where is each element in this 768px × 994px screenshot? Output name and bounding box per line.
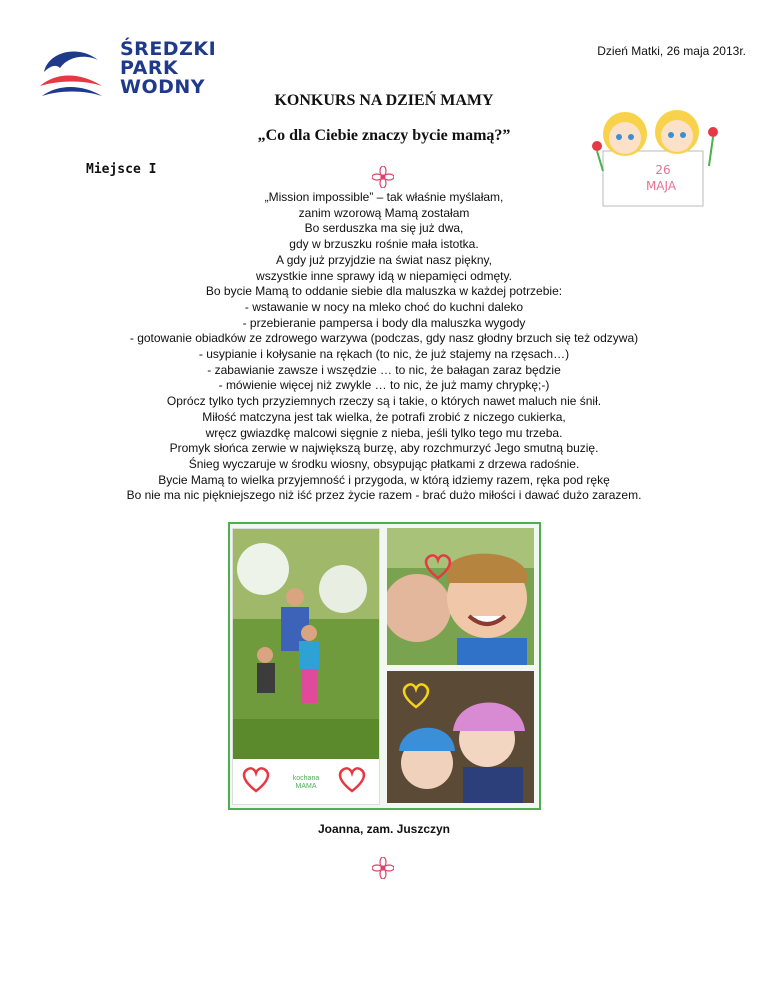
page-subtitle: „Co dla Ciebie znaczy bycie mamą?” — [257, 127, 511, 144]
flower-icon — [372, 166, 394, 188]
photo-helmets — [387, 671, 534, 803]
poem-line: Śnieg wyczaruje w środku wiosny, obsypując płatkami z drzewa radośnie. — [188, 456, 580, 471]
poem-line: A gdy już przyjdzie na świat nasz piękny, — [276, 252, 492, 267]
logo-line-1: ŚREDZKI — [120, 38, 217, 60]
caption-line-2: MAMA — [295, 783, 317, 790]
poem-line: wszystkie inne sprawy idą w niepamięci odmęty. — [256, 268, 512, 283]
poem-line: - usypianie i kołysanie na rękach (to nic, że już stajemy na rzęsach…) — [198, 347, 570, 362]
poem-line: Miłość matczyna jest tak wielka, że potrafi zrobić z niczego cukierka, — [202, 409, 566, 424]
heart-icon — [401, 681, 431, 709]
caption-line-1: kochana — [292, 775, 320, 782]
poem-line: - gotowanie obiadków ze zdrowego warzywa (podczas, gdy nasz głodny brzuch się też odzywa) — [129, 331, 639, 346]
poem-line: gdy w brzuszku rośnie mała istotka. — [289, 237, 479, 252]
heart-icon — [337, 765, 367, 793]
poem-line: Promyk słońca zerwie w największą burzę, aby rozchmurzyć Jego smutną buzię. — [169, 441, 599, 456]
poem-line: „Mission impossible” – tak właśnie myślałam, — [264, 190, 504, 204]
poem-line: - mówienie więcej niż zwykle … to nic, że już mamy chrypkę;-) — [218, 378, 550, 393]
author-signature: Joanna, zam. Juszczyn — [317, 822, 451, 836]
poem-line: - wstawanie w nocy na mleko choć do kuchni daleko — [244, 299, 524, 314]
flower-icon — [372, 857, 394, 879]
document-date: Dzień Matki, 26 maja 2013r. — [597, 44, 746, 58]
poem-line: zanim wzorową Mamą zostałam — [298, 205, 470, 220]
place-label: Miejsce I — [86, 162, 157, 177]
poem-line: Bo nie ma nic piękniejszego niż iść przez życie razem - brać dużo miłości i dawać dużo zarazem. — [126, 488, 642, 503]
poem — [0, 190, 768, 504]
poem-line: Oprócz tylko tych przyziemnych rzeczy są i takie, o których nawet maluch nie śnił. — [166, 394, 602, 409]
photo-garden — [232, 528, 380, 805]
poem-line: wręcz gwiazdkę malcowi sięgnie z nieba, jeśli tylko tego mu trzeba. — [205, 425, 563, 440]
badge-day: 26 — [655, 163, 671, 177]
poem-line: Bo bycie Mamą to oddanie siebie dla maluszka w każdej potrzebie: — [205, 284, 563, 299]
collage-caption — [281, 775, 331, 791]
photo-collage — [228, 522, 541, 810]
heart-icon — [423, 552, 453, 580]
logo — [38, 40, 218, 100]
poem-line: - zabawianie zawsze i wszędzie … to nic, że bałagan zaraz będzie — [207, 362, 561, 377]
logo-line-3: WODNY — [120, 76, 206, 98]
poem-line: - przebieranie pampersa i body dla maluszka wygody — [242, 315, 526, 330]
poem-line: Bycie Mamą to wielka przyjemność i przygoda, w którą idziemy razem, ręka pod rękę — [158, 472, 610, 487]
photo-smiling-boy — [387, 528, 534, 665]
poem-line: Bo serduszka ma się już dwa, — [304, 221, 464, 236]
dolphin-logo-icon — [38, 42, 104, 98]
logo-line-2: PARK — [120, 57, 179, 79]
heart-icon — [241, 765, 271, 793]
badge-month: MAJA — [645, 179, 677, 193]
page-title: KONKURS NA DZIEŃ MAMY — [274, 92, 494, 109]
